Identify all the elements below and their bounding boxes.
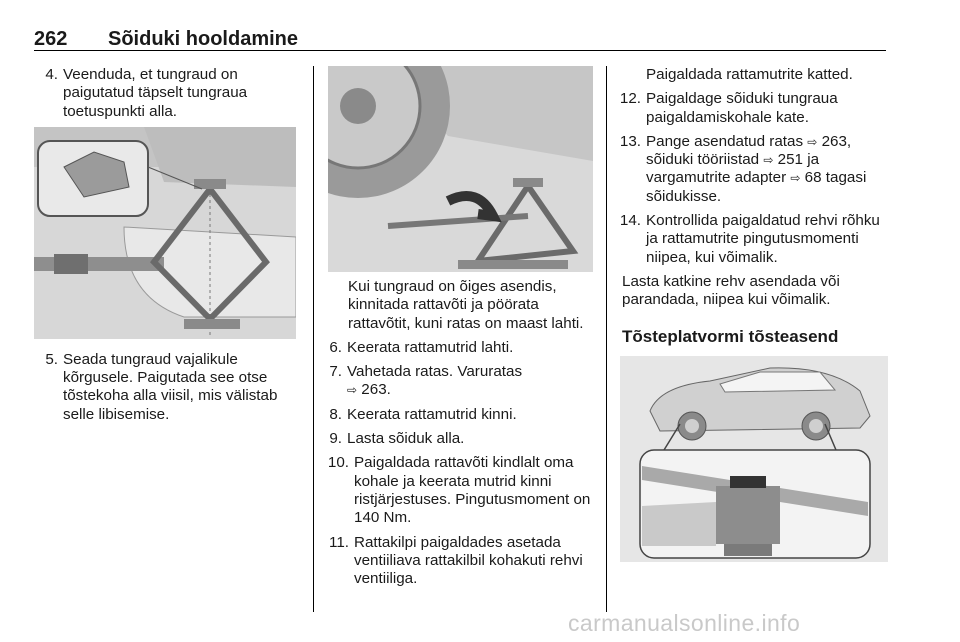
- page-ref-arrow-icon: ⇨: [763, 153, 774, 168]
- page-ref-arrow-icon: ⇨: [790, 171, 801, 186]
- step-text: Paigaldage sõiduki tungraua paigaldamiskohale kate.: [646, 90, 838, 126]
- lift-platform-illustration: [620, 356, 888, 562]
- lift-instruction: Kui tungraud on õiges asendis, kinnitada rattavõti ja pöörata rattavõtit, kuni ratas on maast lahti.: [348, 278, 584, 332]
- step-number: 7.: [329, 363, 342, 381]
- column-divider-right: [606, 66, 607, 612]
- step-text: sõiduki tööriistad: [646, 151, 760, 169]
- step-7: [322, 363, 594, 400]
- step-number: 8.: [329, 405, 342, 423]
- step-12: [614, 90, 892, 127]
- page-ref-arrow-icon: ⇨: [347, 383, 358, 398]
- step-number: 9.: [329, 430, 342, 448]
- step-number: 14.: [619, 212, 641, 230]
- step-13: [614, 133, 892, 206]
- step-number: 11.: [329, 533, 349, 551]
- step-number: 13.: [619, 132, 641, 150]
- page-ref[interactable]: 263.: [361, 381, 391, 399]
- watermark: carmanualsonline.info: [568, 610, 801, 636]
- step-number: 10.: [327, 454, 349, 472]
- step-10: [322, 454, 594, 527]
- header-rule: [34, 50, 886, 51]
- step-8: [322, 406, 594, 424]
- step-5: [38, 351, 300, 424]
- step-number: 6.: [329, 338, 342, 356]
- step-text: Seada tungraud vajalikule kõrgusele. Paigutada see otse tõstekoha alla viisil, mis välistab selle libisemise.: [63, 350, 278, 423]
- step-6: [322, 339, 594, 357]
- page-ref[interactable]: 251 ja: [777, 151, 820, 169]
- jack-placement-illustration: [34, 127, 296, 339]
- step-text: Veenduda, et tungraud on paigutatud täpselt tungraua toetuspunkti alla.: [63, 66, 248, 120]
- column-2: [322, 66, 594, 594]
- step-number: 4.: [45, 66, 58, 83]
- page-number: 262: [34, 28, 68, 50]
- step-14: [614, 212, 892, 267]
- column-divider-left: [313, 66, 314, 612]
- step-number: 5.: [45, 350, 58, 368]
- step-9: [322, 430, 594, 448]
- step-text: Keerata rattamutrid kinni.: [347, 405, 517, 423]
- step-11: [322, 534, 594, 589]
- step-number: 12.: [619, 90, 641, 108]
- step-text: Kontrollida paigaldatud rehvi rõhku ja rattamutrite pingutusmomenti niipea, kui võimalik.: [646, 212, 880, 266]
- step-text: Paigaldada rattavõti kindlalt oma kohale ja keerata mutrid kinni ristjärjestuses. Pingutusmoment on 140 Nm.: [354, 454, 591, 527]
- step-text: Rattakilpi paigaldades asetada ventiiliava rattakilbil kohakuti rehvi ventiiliga.: [354, 533, 583, 588]
- step-text: Vahetada ratas. Varuratas: [347, 363, 523, 381]
- page-ref-arrow-icon: ⇨: [807, 134, 818, 149]
- step-text: vargamutrite adapter: [646, 169, 787, 187]
- tire-repair-note: Lasta katkine rehv asendada või parandada, niipea kui võimalik.: [622, 272, 840, 309]
- step-text: Pange asendatud ratas: [646, 132, 804, 150]
- page-ref[interactable]: 68 tagasi sõidukisse.: [646, 169, 867, 205]
- page-ref[interactable]: 263,: [821, 132, 852, 150]
- step-text: Lasta sõiduk alla.: [347, 430, 465, 448]
- column-1: [38, 66, 300, 430]
- column-3: [614, 66, 892, 562]
- step-11-continued: Paigaldada rattamutrite katted.: [646, 66, 853, 83]
- step-text: Keerata rattamutrid lahti.: [347, 338, 514, 356]
- wheel-jack-illustration: [328, 66, 593, 272]
- step-4: [38, 66, 300, 121]
- section-heading: Tõsteplatvormi tõsteasend: [622, 326, 839, 346]
- page-title: Sõiduki hooldamine: [108, 28, 299, 50]
